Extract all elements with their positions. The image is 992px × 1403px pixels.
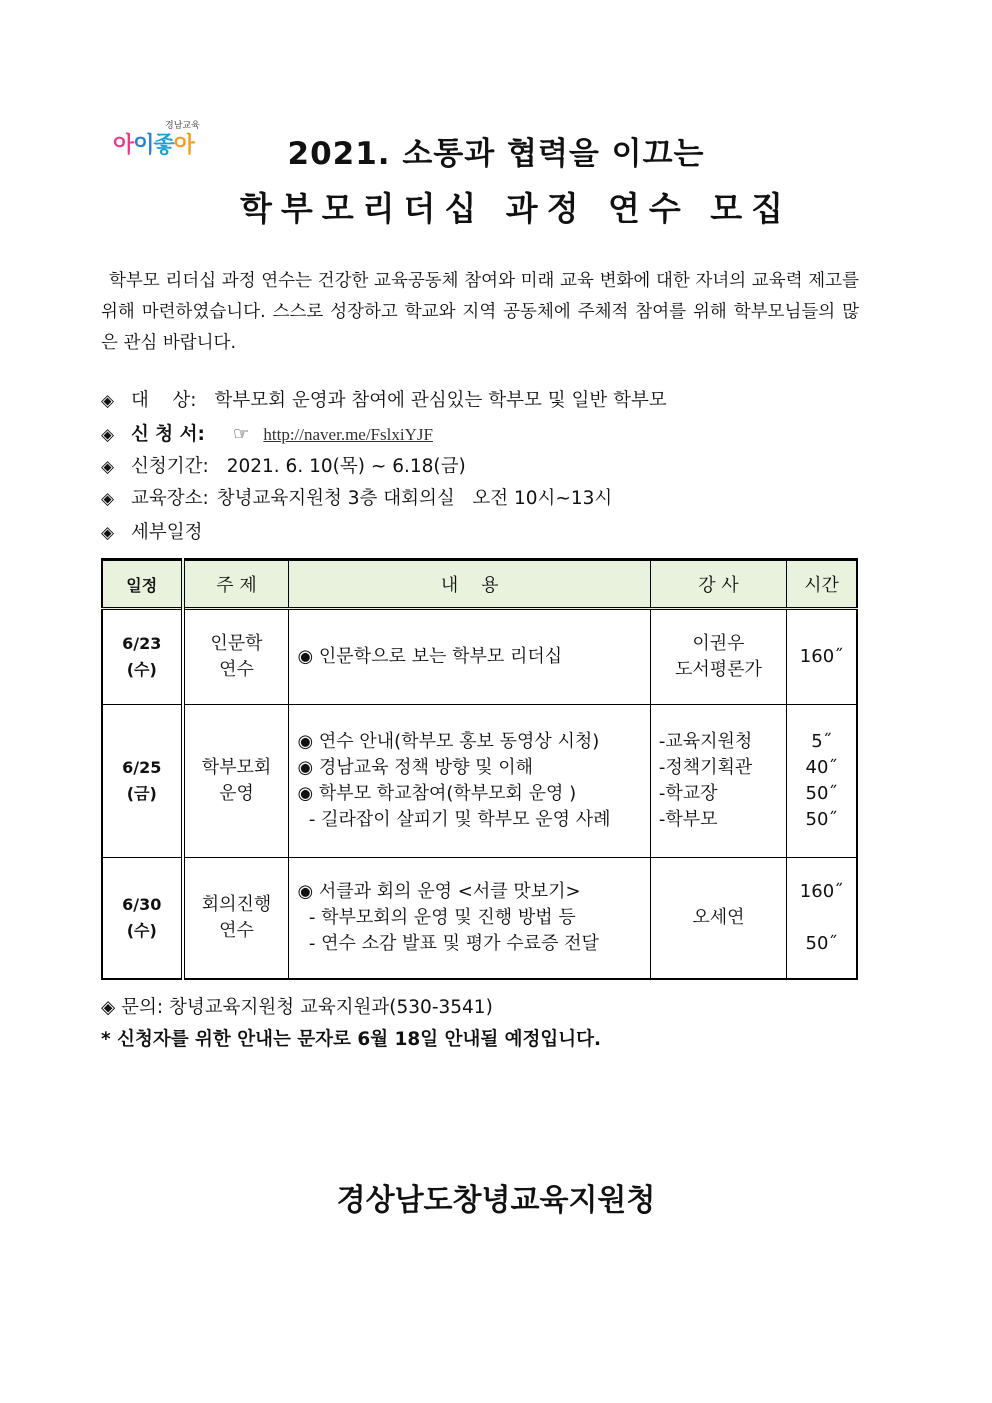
header-lecturer: 강 사	[650, 560, 786, 609]
info-target-value: 학부모회 운영과 참여에 관심있는 학부모 및 일반 학부모	[214, 390, 667, 411]
info-form-label: 신 청 서:	[131, 424, 205, 445]
row-topic: 회의진행 연수	[183, 858, 289, 979]
schedule-table	[101, 558, 858, 980]
info-target-label: 대 상:	[131, 390, 197, 411]
row-time: 5˝ 40˝ 50˝ 50˝	[786, 705, 857, 858]
info-schedule-label: 세부일정	[131, 522, 203, 543]
issuer-name: 경상남도창녕교육지원청	[336, 1183, 656, 1218]
row-topic: 학부모회 운영	[183, 705, 289, 858]
applicant-notice: * 신청자를 위한 안내는 문자로 6월 18일 안내될 예정입니다.	[101, 1029, 602, 1050]
row-lecturer: -교육지원청 -정책기획관 -학교장 -학부모	[650, 705, 786, 858]
table-row	[102, 609, 857, 705]
header-topic: 주 제	[183, 560, 289, 609]
row-time: 160˝ 50˝	[786, 858, 857, 979]
row-date: 6/23 (수)	[102, 609, 183, 705]
row-topic: 인문학 연수	[183, 609, 289, 705]
intro-paragraph: 학부모 리더십 과정 연수는 건강한 교육공동체 참여와 미래 교육 변화에 대한 자녀의 교육력 제고를 위해 마련하였습니다. 스스로 성장하고 학교와 지역 공동체에 주체적 참여를 위해 학부모님들의 많은 관심 바랍니다.	[101, 271, 859, 353]
diamond-bullet-icon: ◈	[101, 523, 115, 543]
row-content: ◉ 인문학으로 보는 학부모 리더십	[289, 609, 650, 705]
info-target	[101, 386, 667, 412]
header-content: 내 용	[289, 560, 650, 609]
header-date: 일정	[102, 560, 183, 609]
contact-info: ◈ 문의: 창녕교육지원청 교육지원과(530-3541)	[101, 997, 493, 1018]
title-line-1: 2021. 소통과 협력을 이끄는	[287, 136, 705, 172]
row-lecturer: 이권우 도서평론가	[650, 609, 786, 705]
info-place-value: 창녕교육지원청 3층 대회의실 오전 10시~13시	[216, 488, 613, 509]
table-row	[102, 858, 857, 979]
logo-main-text: 아이좋아	[113, 133, 195, 158]
info-period-value: 2021. 6. 10(목) ~ 6.18(금)	[226, 456, 466, 477]
title-line-2: 학부모리더십 과정 연수 모집	[239, 189, 792, 228]
header-time: 시간	[786, 560, 857, 609]
application-form-link[interactable]: http://naver.me/FslxiYJF	[263, 425, 433, 444]
row-lecturer: 오세연	[650, 858, 786, 979]
diamond-bullet-icon: ◈	[101, 457, 115, 477]
info-period-label: 신청기간:	[131, 456, 209, 477]
table-header-row	[102, 560, 857, 609]
diamond-bullet-icon: ◈	[101, 391, 115, 411]
row-time: 160˝	[786, 609, 857, 705]
info-period	[101, 452, 466, 478]
row-content: ◉ 서클과 회의 운영 <서클 맛보기> - 학부모회의 운영 및 진행 방법 등 - 연수 소감 발표 및 평가 수료증 전달	[289, 858, 650, 979]
info-form	[101, 420, 433, 446]
info-place	[101, 484, 612, 510]
pointing-hand-icon: ☞	[232, 424, 250, 445]
diamond-bullet-icon: ◈	[101, 425, 115, 445]
info-place-label: 교육장소:	[131, 488, 209, 509]
diamond-bullet-icon: ◈	[101, 489, 115, 509]
row-content: ◉ 연수 안내(학부모 홍보 동영상 시청) ◉ 경남교육 정책 방향 및 이해 ◉ 학부모 학교참여(학부모회 운영 ) - 길라잡이 살피기 및 학부모 운영 사례	[289, 705, 650, 858]
row-date: 6/30 (수)	[102, 858, 183, 979]
row-date: 6/25 (금)	[102, 705, 183, 858]
info-schedule	[101, 518, 202, 544]
table-row	[102, 705, 857, 858]
logo-small-text: 경남교육	[165, 121, 200, 131]
